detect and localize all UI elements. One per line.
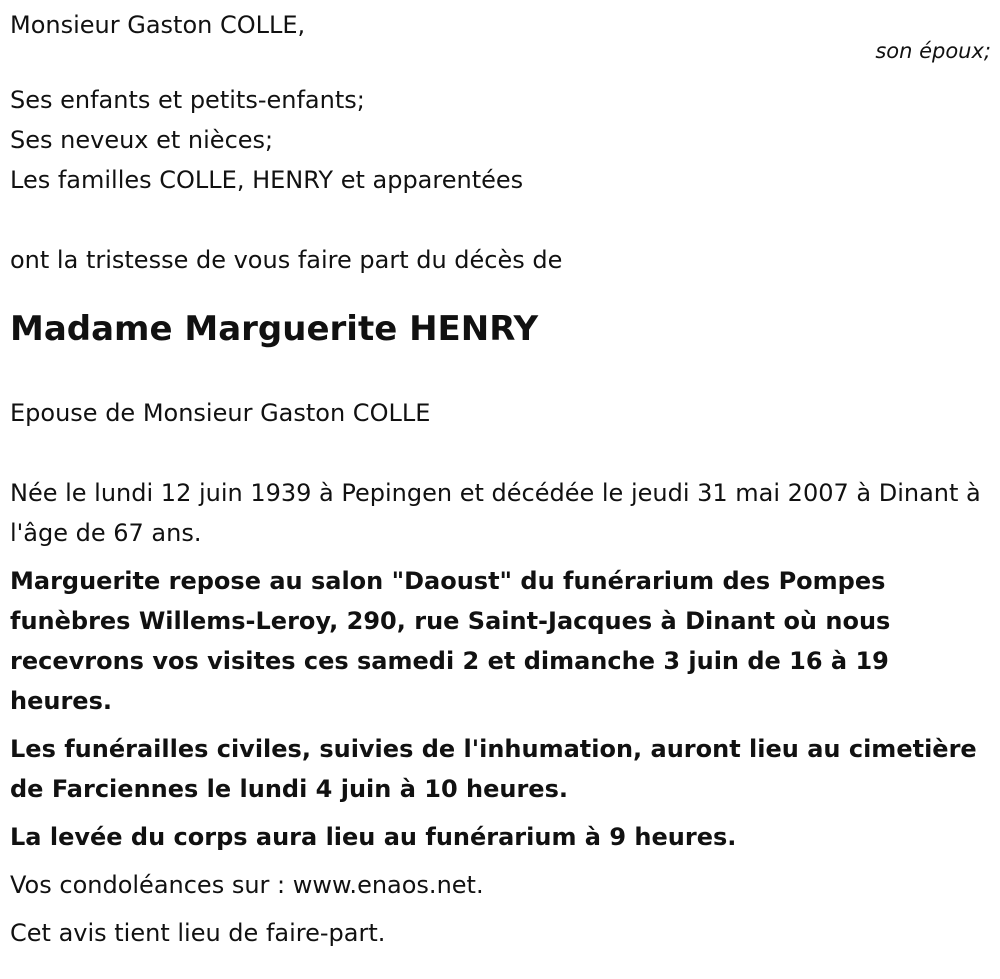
spouse-row xyxy=(10,0,995,80)
spacer xyxy=(10,433,995,473)
spacer xyxy=(10,200,995,240)
family-line-children: Ses enfants et petits-enfants; xyxy=(10,86,365,114)
spacer xyxy=(10,280,995,300)
funeral-text: Les funérailles civiles, suivies de l'inhumation, auront lieu au cimetière de Farciennes le lundi 4 juin à 10 heures. xyxy=(10,735,977,803)
family-line-nephews: Ses neveux et nièces; xyxy=(10,126,274,154)
spouse-name: Monsieur Gaston COLLE, xyxy=(10,11,306,39)
family-line-families: Les familles COLLE, HENRY et apparentées xyxy=(10,166,524,194)
spouse-role: son époux; xyxy=(875,39,991,63)
deceased-name: Madame Marguerite HENRY xyxy=(10,309,539,349)
visitation-text: Marguerite repose au salon "Daoust" du funérarium des Pompes funèbres Willems-Leroy, 290, rue Saint-Jacques à Dinant où nous recevrons vos visites ces samedi 2 et dimanche 3 juin de 16 à 19 heures. xyxy=(10,567,891,715)
birth-death-text: Née le lundi 12 juin 1939 à Pepingen et décédée le jeudi 31 mai 2007 à Dinant à l'âge de 67 ans. xyxy=(10,479,981,547)
spouse-of-text: Epouse de Monsieur Gaston COLLE xyxy=(10,399,431,427)
notice-text: Cet avis tient lieu de faire-part. xyxy=(10,919,386,947)
announcement-text: ont la tristesse de vous faire part du décès de xyxy=(10,246,563,274)
spacer xyxy=(10,353,995,393)
condolences-text: Vos condoléances sur : www.enaos.net. xyxy=(10,871,484,899)
removal-text: La levée du corps aura lieu au funérarium à 9 heures. xyxy=(10,823,737,851)
obituary-notice xyxy=(10,0,995,953)
